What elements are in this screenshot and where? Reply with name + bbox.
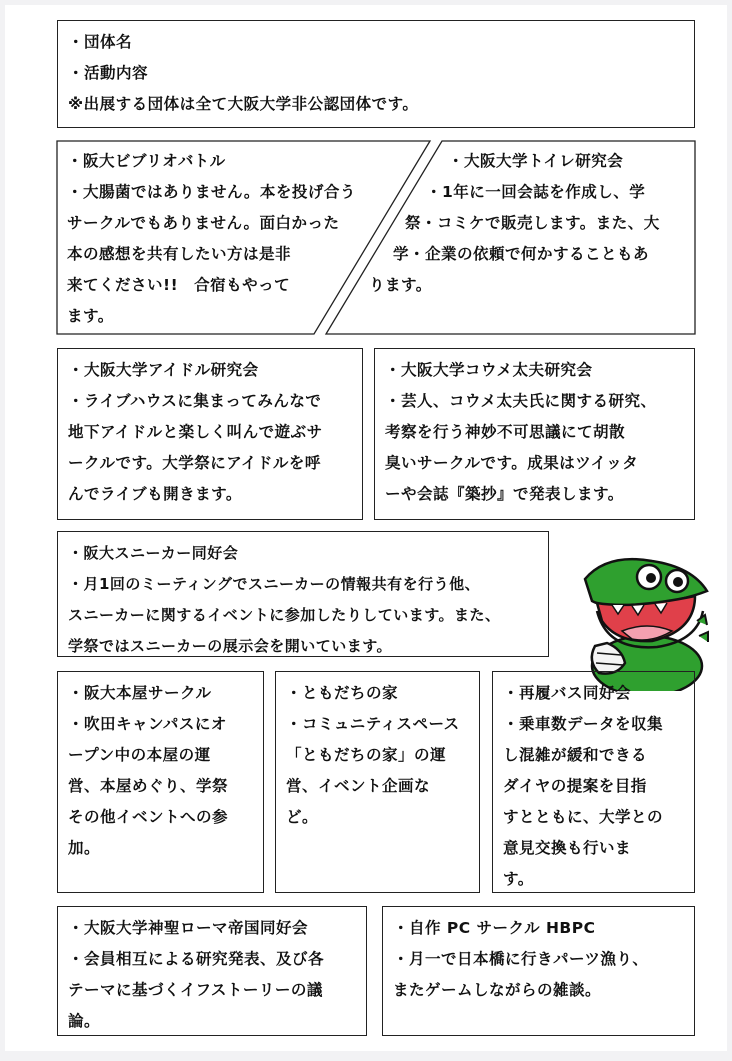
tomodachi-line-2: 「ともだちの家」の運 (286, 746, 447, 764)
toilet-line-4: ります。 (369, 276, 432, 294)
legend-line-2: ・活動内容 (68, 64, 149, 82)
hbpc-title: ・自作 PC サークル HBPC (393, 919, 596, 937)
sneaker-line-1: ・月1回のミーティングでスニーカーの情報共有を行う他、 (68, 575, 481, 593)
koume-line-2: 考察を行う神妙不可思議にて胡散 (385, 423, 626, 441)
bookstore-title: ・阪大本屋サークル (68, 684, 212, 702)
biblio-line-5: ます。 (67, 307, 114, 325)
biblio-line-1: ・大腸菌ではありません。本を投げ合う (67, 183, 356, 201)
toilet-line-3: 学・企業の依頼で何かすることもあ (393, 245, 650, 263)
biblio-line-4: 来てください!! 合宿もやって (67, 276, 291, 294)
koume-title: ・大阪大学コウメ太夫研究会 (385, 361, 593, 379)
bookstore-line-2: ープン中の本屋の運 (68, 746, 211, 764)
toilet-line-2: 祭・コミケで販売します。また、大 (405, 214, 660, 232)
idol-title: ・大阪大学アイドル研究会 (68, 361, 259, 379)
idol-line-3: ークルです。大学祭にアイドルを呼 (68, 454, 321, 472)
tomodachi-title: ・ともだちの家 (286, 684, 399, 702)
legend-line-3: ※出展する団体は全て大阪大学非公認団体です。 (68, 95, 419, 113)
roma-box (57, 906, 367, 1036)
biblio-title: ・阪大ビブリオバトル (67, 152, 226, 170)
bus-line-3: ダイヤの提案を目指 (503, 777, 647, 795)
bookstore-line-4: その他イベントへの参 (68, 808, 229, 826)
toilet-title: ・大阪大学トイレ研究会 (448, 152, 624, 170)
idol-line-2: 地下アイドルと楽しく叫んで遊ぶサ (68, 423, 323, 441)
koume-box (374, 348, 695, 520)
bus-title: ・再履バス同好会 (503, 684, 632, 702)
flyer-page (5, 5, 727, 1051)
bus-line-2: し混雑が緩和できる (503, 746, 648, 764)
bus-line-5: 意見交換も行いま (503, 839, 632, 857)
koume-line-3: 臭いサークルです。成果はツイッタ (385, 454, 639, 472)
toilet-section (5, 146, 660, 301)
roma-title: ・大阪大学神聖ローマ帝国同好会 (68, 919, 309, 937)
roma-line-3: 論。 (68, 1012, 101, 1030)
koume-line-1: ・芸人、コウメ太夫氏に関する研究、 (385, 392, 657, 410)
sneaker-line-3: 学祭ではスニーカーの展示会を開いています。 (68, 637, 393, 655)
roma-line-1: ・会員相互による研究発表、及び各 (68, 950, 325, 968)
hbpc-line-1: ・月一で日本橋に行きパーツ漁り、 (393, 950, 649, 968)
idol-box (57, 348, 363, 520)
tomodachi-line-4: ど。 (286, 808, 319, 826)
biblio-line-2: サークルでもありません。面白かった (67, 214, 340, 232)
tomodachi-box (275, 671, 480, 893)
hbpc-line-2: またゲームしながらの雑談。 (393, 981, 602, 999)
tomodachi-line-3: 営、イベント企画な (286, 777, 431, 795)
toilet-line-1: ・1年に一回会誌を作成し、学 (426, 183, 646, 201)
sneaker-box (57, 531, 549, 657)
hbpc-box (382, 906, 695, 1036)
bookstore-line-3: 営、本屋めぐり、学祭 (68, 777, 229, 795)
sneaker-line-2: スニーカーに関するイベントに参加したりしています。また、 (68, 606, 501, 624)
koume-line-4: ーや会誌『築抄』で発表します。 (385, 485, 624, 503)
legend-line-1: ・団体名 (68, 33, 133, 51)
bus-line-1: ・乗車数データを収集 (503, 715, 664, 733)
bookstore-line-1: ・吹田キャンパスにオ (68, 715, 227, 733)
crocodile-mascot-icon (577, 551, 727, 691)
bus-line-4: すとともに、大学との (503, 808, 664, 826)
bus-box (492, 671, 695, 893)
biblio-line-3: 本の感想を共有したい方は是非 (67, 245, 292, 263)
sneaker-title: ・阪大スニーカー同好会 (68, 544, 239, 562)
idol-line-4: んでライブも開きます。 (68, 485, 242, 503)
bookstore-line-5: 加。 (68, 839, 101, 857)
roma-line-2: テーマに基づくイフストーリーの議 (68, 981, 323, 999)
idol-line-1: ・ライブハウスに集まってみんなで (68, 392, 322, 410)
tomodachi-line-1: ・コミュニティスペース (286, 715, 460, 733)
bus-line-6: す。 (503, 870, 534, 888)
bookstore-box (57, 671, 264, 893)
